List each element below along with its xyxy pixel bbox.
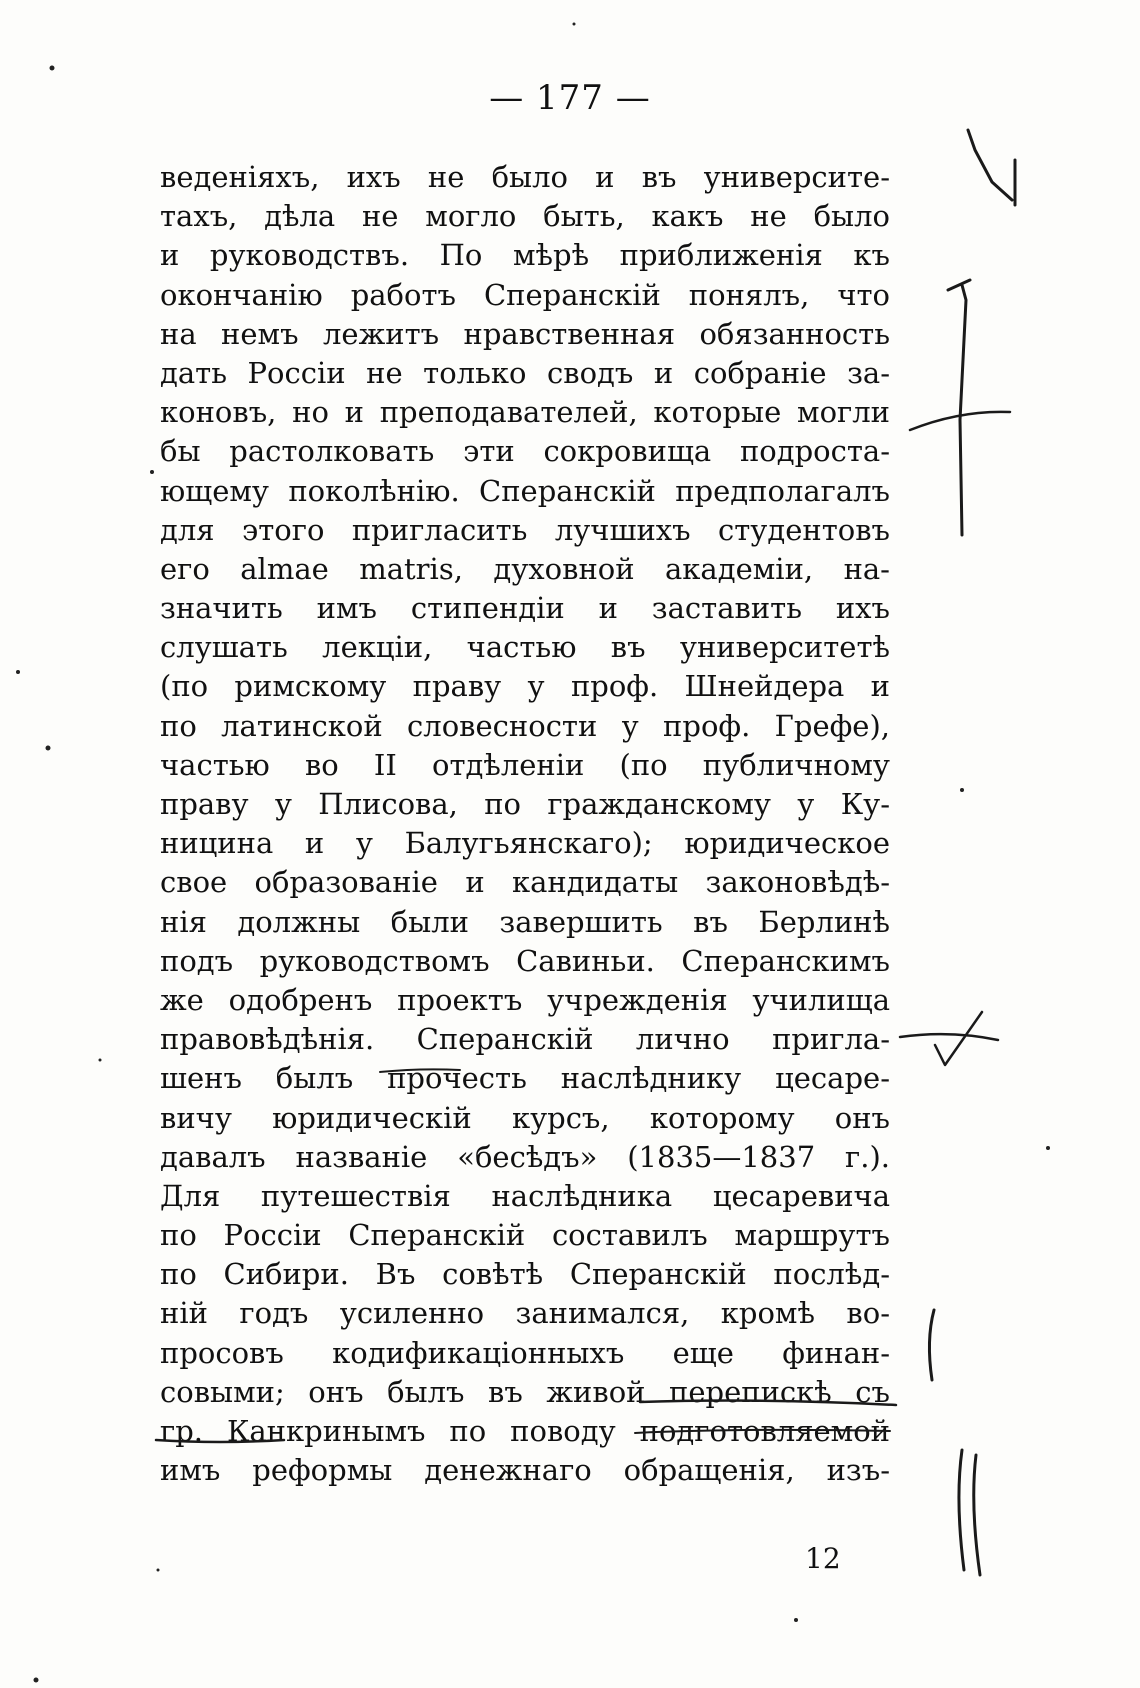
text-line: свое образованіе и кандидаты законовѣдѣ-	[160, 865, 890, 900]
signature-mark: 12	[805, 1542, 841, 1575]
text-line: для этого пригласить лучшихъ студентовъ	[160, 512, 890, 547]
text-line: же одобренъ проектъ учрежденія училища	[160, 982, 890, 1017]
ink-speck	[960, 788, 964, 792]
ink-speck	[46, 746, 51, 751]
text-line: (по римскому праву у проф. Шнейдера и	[160, 669, 890, 704]
text-line: Для путешествія наслѣдника цесаревича	[160, 1178, 890, 1213]
text-line: окончанію работъ Сперанскій понялъ, что	[160, 277, 890, 312]
pencil-check-mark	[968, 130, 1015, 205]
text-line: давалъ названіе «бесѣдъ» (1835—1837 г.).	[160, 1139, 890, 1174]
text-line: бы растолковать эти сокровища подроста-	[160, 434, 890, 469]
text-line: гр. Канкринымъ по поводу подготовляемой	[160, 1414, 890, 1448]
text-line: просовъ кодификаціонныхъ еще финан-	[160, 1335, 890, 1370]
page-number-header: — 177 —	[489, 78, 651, 118]
text-line: на немъ лежитъ нравственная обязанность	[160, 316, 890, 351]
text-line: его almae matris, духовной академіи, на-	[160, 551, 890, 586]
text-line: совыми; онъ былъ въ живой перепискѣ съ	[160, 1374, 890, 1409]
margin-bracket	[929, 1310, 934, 1380]
text-line: по латинской словесности у проф. Грефе),	[160, 708, 890, 743]
text-line: правовѣдѣнія. Сперанскій лично пригла-	[160, 1022, 890, 1057]
margin-vertical-line	[948, 280, 970, 535]
text-line: и руководствъ. По мѣрѣ приближенія къ	[160, 238, 890, 273]
ink-speck	[157, 1569, 160, 1572]
text-line: коновъ, но и преподавателей, которые могли	[160, 395, 890, 430]
text-line: ницина и у Балугьянскаго); юридическое	[160, 826, 890, 861]
margin-double-line	[959, 1450, 980, 1575]
text-line: по Сибири. Въ совѣтѣ Сперанскій послѣд-	[160, 1257, 890, 1292]
text-line: ній годъ усиленно занимался, кромѣ во-	[160, 1296, 890, 1331]
text-line: дать Россіи не только сводъ и собраніе за-	[160, 355, 890, 390]
text-line: праву у Плисова, по гражданскому у Ку-	[160, 787, 890, 821]
text-line: тахъ, дѣла не могло быть, какъ не было	[160, 199, 890, 234]
text-line: частью во II отдѣленіи (по публичному	[160, 747, 890, 782]
margin-cross-mark	[900, 1012, 998, 1065]
margin-crossbar	[910, 412, 1010, 430]
text-line: вичу юридическій курсъ, которому онъ	[160, 1100, 890, 1135]
ink-speck	[1046, 1146, 1050, 1150]
text-line: имъ реформы денежнаго обращенія, изъ-	[160, 1453, 890, 1488]
text-line: ющему поколѣнію. Сперанскій предполагалъ	[160, 473, 890, 508]
text-line: подъ руководствомъ Савиньи. Сперанскимъ	[160, 943, 890, 978]
text-line: веденіяхъ, ихъ не было и въ университе-	[160, 160, 890, 194]
ink-speck	[150, 470, 154, 474]
text-line: шенъ былъ прочесть наслѣднику цесаре-	[160, 1061, 890, 1096]
ink-speck	[16, 670, 20, 674]
ink-speck	[573, 23, 576, 26]
ink-speck	[99, 1059, 102, 1062]
text-line: по Россіи Сперанскій составилъ маршрутъ	[160, 1218, 890, 1253]
text-line: слушать лекціи, частью въ университетѣ	[160, 630, 890, 665]
ink-speck	[34, 1678, 39, 1683]
text-line: нія должны были завершить въ Берлинѣ	[160, 904, 890, 939]
text-line: значить имъ стипендіи и заставить ихъ	[160, 591, 890, 626]
ink-speck	[50, 66, 55, 71]
body-text	[160, 158, 890, 1490]
ink-speck	[794, 1618, 798, 1622]
